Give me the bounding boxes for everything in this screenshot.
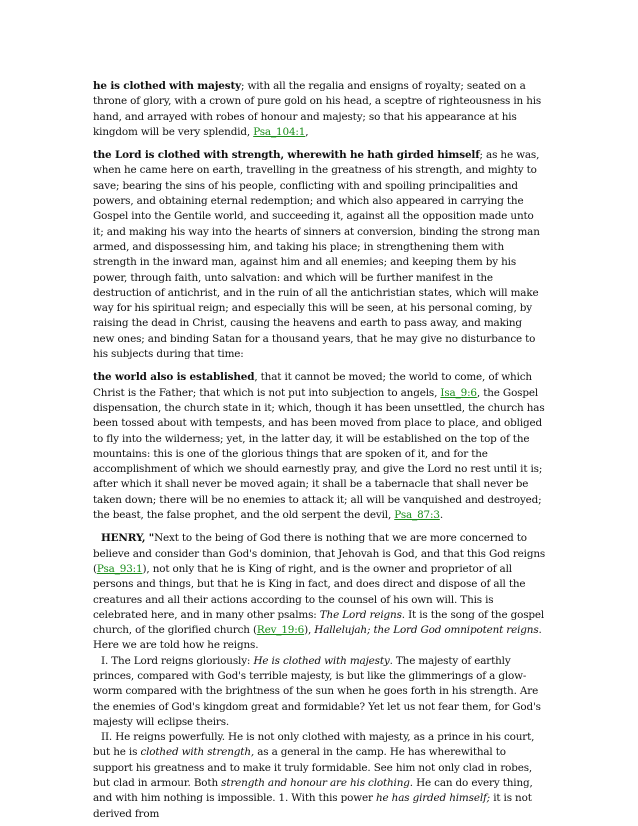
lead-phrase: he is clothed with majesty xyxy=(93,80,241,92)
emphasis-text: The Lord reigns xyxy=(319,608,402,621)
paragraph-text: Next to the being of God there is nothing that we are more concerned to believe and consider than God's dominion, that Jehovah is God, and that this God reigns ( xyxy=(93,532,546,575)
paragraph-text: I. The Lord reigns gloriously: xyxy=(101,654,254,667)
paragraph-text: ; with all the regalia and ensigns of royalty; seated on a throne of glory, with a crown of pure gold on his head, a sceptre of righteousness in his hand, and arrayed with robes of honour and majesty; so that his appearance at his kingdom will be very splendid, xyxy=(93,80,542,138)
paragraph-text: ), not only that he is King of right, and is the owner and proprietor of all persons and things, but that he is King in fact, and does direct and dispose of all the creatures and all their actions according to the counsel of his own will. This is celebrated here, and in many other psalms: xyxy=(93,562,526,621)
lead-phrase: the world also is established xyxy=(93,371,255,384)
paragraph-text: , xyxy=(305,125,309,138)
paragraph-world-established xyxy=(93,370,546,523)
paragraph-text: . xyxy=(439,509,443,522)
paragraph-text: it is not derived from xyxy=(93,792,532,820)
scripture-link[interactable]: Psa_93:1 xyxy=(96,562,143,575)
paragraph-point-two xyxy=(93,730,546,822)
paragraph-text: II. He reigns powerfully. He is not only clothed with majesty, as a prince in his court, but he is xyxy=(93,731,535,759)
paragraph-text: . Here we are told how he reigns. xyxy=(93,624,542,652)
emphasis-text: clothed with strength, xyxy=(140,746,255,759)
emphasis-text: strength and honour are his clothing xyxy=(221,777,410,790)
emphasis-text: He is clothed with majesty xyxy=(253,654,390,667)
paragraph-text: as a general in the camp. He has wherewithal to support his greatness and to make it truly formidable. See him not only clad in robes, but clad in armour. Both xyxy=(93,746,533,790)
lead-phrase: HENRY, " xyxy=(101,532,155,545)
paragraph-point-one xyxy=(93,654,546,730)
scripture-link[interactable]: Rev_19:6 xyxy=(256,624,305,637)
paragraph-text: ; as he was, when he came here on earth, travelling in the greatness of his strength, and mighty to save; bearing the sins of his people, conflicting with and spoiling principalities and powers, and obtaining eternal redemption; and which also appeared in carrying the Gospel into the Gentile world, and succeeding it, against all the opposition made unto it; and making his way into the hearts of sinners at conversion, binding the strong man armed, and dispossessing him, and taking his place; in strengthening them with strength in the inward man, against him and all enemies; and keeping them by his power, through faith, unto salvation: and which will be further manifest in the destruction of antichrist, and in the ruin of all the antichristian states, which will make way for his spiritual reign; and especially this will be seen, at his personal coming, by raising the dead in Christ, causing the heavens and earth to pass away, and making new ones; and binding Satan for a thousand years, that he may give no disturbance to his subjects during that time: xyxy=(93,149,540,361)
paragraph-strength xyxy=(93,148,546,362)
paragraph-text: . It is the song of the gospel church, of the glorified church ( xyxy=(93,608,545,637)
scripture-link[interactable]: Isa_9:6 xyxy=(440,386,477,399)
paragraph-majesty xyxy=(93,79,546,140)
emphasis-text: Hallelujah; the Lord God omnipotent reigns xyxy=(314,624,539,637)
paragraph-text: . The majesty of earthly princes, compared with God's terrible majesty, is but like the glimmerings of a glow-worm compared with the brightness of the sun when he goes forth in his strength. Are the enemies of God's kingdom great and formidable? Yet let us not fear them, for God's majesty will eclipse theirs. xyxy=(93,654,541,728)
emphasis-text: he has girded himself; xyxy=(375,792,491,805)
paragraph-text: ), xyxy=(304,624,315,637)
paragraph-text: , that it cannot be moved; the world to come, of which Christ is the Father; that which is not put into subjection to angels, xyxy=(93,371,532,399)
scripture-link[interactable]: Psa_104:1 xyxy=(253,125,306,138)
paragraph-text: , the Gospel dispensation, the church state in it; which, though it has been unsettled, the church has been tossed about with tempests, and has been moved from place to place, and obliged to fly into the wilderness; yet, in the latter day, it will be established on the top of the mountains: this is one of the glorious things that are spoken of it, and for the accomplishment of which we should earnestly pray, and give the Lord no rest until it is; after which it shall never be moved again; it shall be a tabernacle that shall never be taken down; there will be no enemies to attack it; all will be vanquished and destroyed; the beast, the false prophet, and the old serpent the devil, xyxy=(93,386,545,522)
paragraph-text: . He can do every thing, and with him nothing is impossible. 1. With this power xyxy=(93,777,533,805)
lead-phrase: the Lord is clothed with strength, wherewith he hath girded himself xyxy=(93,149,480,162)
scripture-link[interactable]: Psa_87:3 xyxy=(394,509,440,522)
paragraph-henry xyxy=(93,531,546,653)
